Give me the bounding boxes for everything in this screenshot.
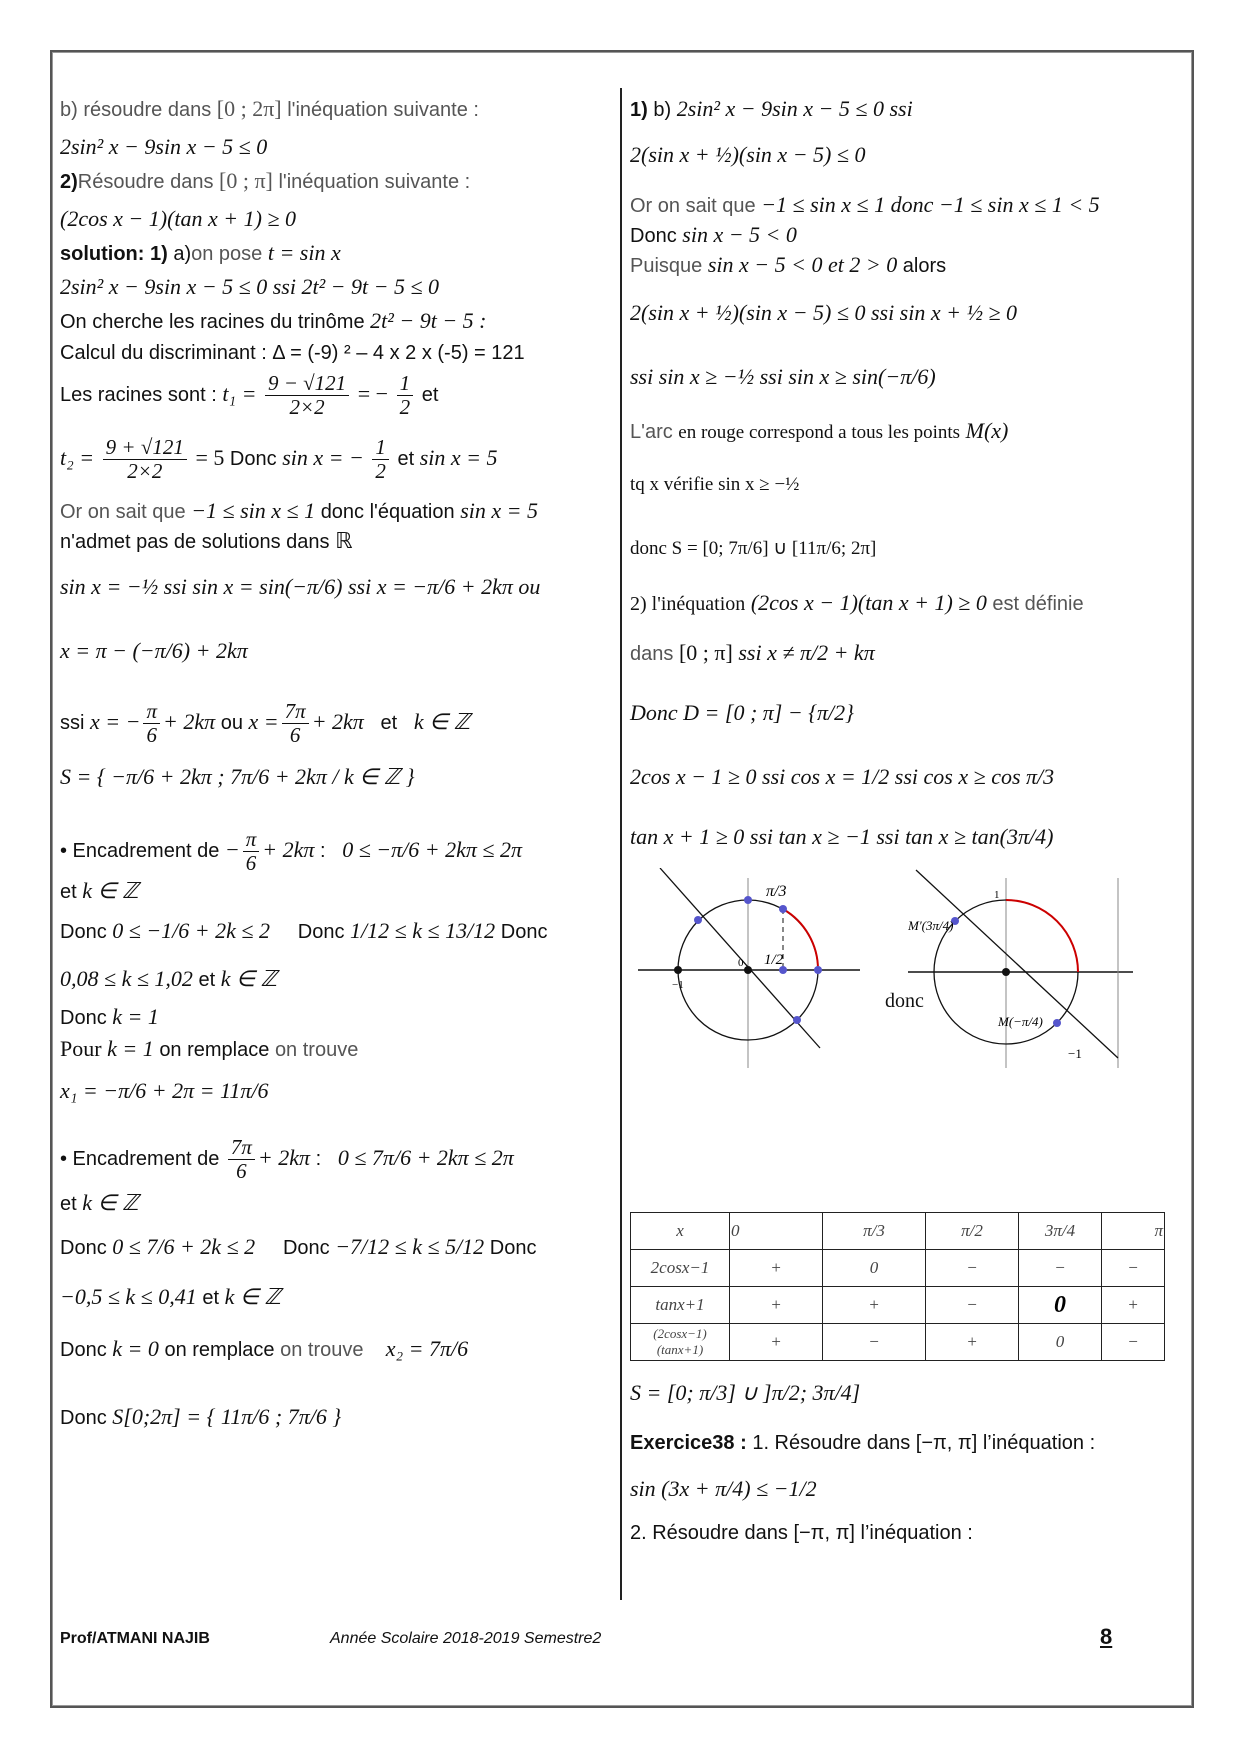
interval-0-pi: [0 ; π] <box>678 640 733 665</box>
r-puisque <box>630 252 946 279</box>
sign-cell: − <box>823 1324 926 1361</box>
sol-line-1: sin x = −½ ssi sin x = sin(−π/6) ssi x = −π/6 + 2kπ ou <box>60 574 541 599</box>
solution-line <box>60 240 341 267</box>
ineq2: (2cos x − 1)(tan x + 1) ≥ 0 <box>60 206 297 231</box>
frac-one: 1 <box>372 436 389 460</box>
pt-M <box>1053 1019 1061 1027</box>
donc-word: Donc <box>229 447 277 470</box>
donc-word: Donc <box>282 1237 330 1259</box>
donc-k2b: −7/12 ≤ k ≤ 5/12 <box>335 1234 485 1259</box>
pt-pi3 <box>779 905 787 913</box>
on-trouve: on trouve <box>280 1339 364 1361</box>
sol-line-2: x = π − (−π/6) + 2kπ <box>60 638 248 663</box>
et-word: et <box>380 711 398 734</box>
encadrement-1: • Encadrement de − $\frac{\pi}{6}$ + 2kπ : 0 ≤ −π/6 + 2kπ ≤ 2π <box>60 827 522 875</box>
ssi-line: 2sin² x − 9sin x − 5 ≤ 0 ssi 2t² − 9t − 5 ≤ 0 <box>60 274 440 299</box>
r-neg: sin x − 5 < 0 <box>682 222 797 247</box>
7pi6-fraction: $\frac{7\pi}{6}$ <box>228 1136 255 1183</box>
enc1-expr: 0 ≤ −π/6 + 2kπ ≤ 2π <box>342 836 522 862</box>
et-word: et <box>421 383 439 406</box>
sign-row-label: 2cosx−1 <box>631 1250 730 1287</box>
k-eq-1: k = 1 <box>112 1004 159 1029</box>
pi6-fraction: $\frac{\pi}{6}$ <box>143 700 160 747</box>
r-donc-S: donc S = [0; 7π/6] ∪ [11π/6; 2π] <box>630 538 877 559</box>
sign-cell: + <box>730 1287 823 1324</box>
enc1-label: • Encadrement de <box>60 839 220 862</box>
S-final: S[0;2π] = { 11π/6 ; 7π/6 } <box>112 1404 342 1429</box>
sol-line-3: ssi x = − $\frac{\pi}{6}$ + 2kπ ou x = $\frac{7\pi}{6}$ + 2kπ et k ∈ ℤ <box>60 699 471 747</box>
left-q1b-line <box>60 96 479 123</box>
k-in-Z: k ∈ ℤ <box>82 1190 139 1215</box>
exercice-label: Exercice38 : <box>630 1432 747 1454</box>
donc-word: Donc <box>60 921 107 943</box>
exercice-text: 1. Résoudre dans [−π, π] l’inéquation : <box>746 1432 1096 1454</box>
sign-header-x: x <box>631 1213 730 1250</box>
approx2-line <box>60 1284 281 1311</box>
sign-table-header <box>631 1213 1165 1250</box>
frac-two: 2 <box>375 459 386 483</box>
def-cond: ssi x ≠ π/2 + kπ <box>738 640 875 665</box>
q1b-tail: l'inéquation suivante : <box>287 99 479 121</box>
solution-a: a) <box>167 243 192 265</box>
eq-5: = 5 <box>195 444 225 470</box>
enc2-expr: 0 ≤ 7π/6 + 2kπ ≤ 2π <box>337 1144 514 1170</box>
ineq1: 2sin² x − 9sin x − 5 ≤ 0 <box>60 134 268 159</box>
k-in-Z: k ∈ ℤ <box>220 966 278 991</box>
r-or-sait-text: Or on sait que <box>630 195 756 217</box>
minus-half-fraction <box>397 372 414 419</box>
frac-one: 1 <box>397 372 414 396</box>
unit-circle-1 <box>630 868 870 1078</box>
alors-word: alors <box>902 255 947 277</box>
r-factor2: 2(sin x + ½)(sin x − 5) ≤ 0 ssi sin x + ½ ≥ 0 <box>630 300 1018 325</box>
half-fraction <box>372 436 389 483</box>
sign-header-pi: π <box>1102 1213 1165 1250</box>
sign-header-3pi4: 3π/4 <box>1019 1213 1102 1250</box>
donc-k2a: 0 ≤ 7/6 + 2k ≤ 2 <box>112 1234 256 1259</box>
t1-fraction <box>265 372 349 419</box>
sin-bounds: −1 ≤ sin x ≤ 1 <box>191 498 316 523</box>
r-b-ineq: 2sin² x − 9sin x − 5 ≤ 0 ssi <box>676 96 913 121</box>
S-final-line <box>60 1404 341 1431</box>
or-sait-line <box>60 498 538 525</box>
sign-row-product <box>631 1324 1165 1361</box>
footer-year: Année Scolaire 2018-2019 Semestre2 <box>330 1630 602 1647</box>
exercice-line <box>630 1430 1095 1456</box>
solution-label: solution: 1) <box>60 243 168 265</box>
pt-3pi4 <box>694 916 702 924</box>
sin-eq-5: sin x = 5 <box>460 498 538 523</box>
label-minus1: −1 <box>1068 1046 1082 1061</box>
r-D: Donc D = [0 ; π] − {π/2} <box>630 700 854 725</box>
k-in-Z: k ∈ ℤ <box>413 708 471 734</box>
dans-word: dans <box>630 643 674 665</box>
donc-k1a: 0 ≤ −1/6 + 2k ≤ 2 <box>112 918 270 943</box>
donc-k1-line <box>60 918 547 945</box>
et-word: et <box>202 1287 220 1309</box>
r-p2-line <box>630 590 1084 617</box>
k-eq-1: k = 1 <box>107 1036 154 1061</box>
label-Mprime: M′(3π/4) <box>908 918 954 933</box>
r-ssi-line: ssi sin x ≥ −½ ssi sin x ≥ sin(−π/6) <box>630 364 936 389</box>
sign-cell: + <box>730 1324 823 1361</box>
sign-row-label: tanx+1 <box>631 1287 730 1324</box>
puisque-word: Puisque <box>630 255 703 277</box>
sign-cell: − <box>1102 1324 1165 1361</box>
et-word: et <box>60 1193 77 1215</box>
donc-word: Donc <box>500 921 548 943</box>
or-sait: Or on sait que <box>60 501 186 523</box>
sign-row-tan <box>631 1287 1165 1324</box>
q1b-intro: b) résoudre dans <box>60 99 212 121</box>
r-or-sait <box>630 192 1100 219</box>
sign-cell: 0 <box>1019 1324 1102 1361</box>
r-b-sub: b) <box>647 99 672 121</box>
puisque-expr: sin x − 5 < 0 et 2 > 0 <box>707 252 898 277</box>
label-pi3: π/3 <box>766 883 787 900</box>
label-zero: 0 <box>738 957 744 969</box>
pt-origin <box>744 966 752 974</box>
approx2: −0,5 ≤ k ≤ 0,41 <box>60 1284 197 1309</box>
pt-minus1 <box>674 966 682 974</box>
et-k-1 <box>60 878 139 905</box>
sign-cell: + <box>926 1324 1019 1361</box>
approx1-line <box>60 966 277 993</box>
t1-num: 9 − √121 <box>265 372 349 396</box>
sign-cell: 0 <box>823 1250 926 1287</box>
sign-cell: − <box>1019 1250 1102 1287</box>
pour-word: Pour <box>60 1036 102 1061</box>
interval-0-pi: [0 ; π] <box>219 168 273 193</box>
pi6-fraction: $\frac{\pi}{6}$ <box>243 828 260 875</box>
r-b-line <box>630 96 913 123</box>
donc-word: Donc <box>489 1237 537 1259</box>
r-donc-neg <box>630 222 797 249</box>
sign-cell: + <box>730 1250 823 1287</box>
q2-tail: l'inéquation suivante : <box>278 171 471 193</box>
sin-eq-5: sin x = 5 <box>419 444 498 470</box>
donc-word: Donc <box>630 225 677 247</box>
pt-top <box>744 896 752 904</box>
left-q2-line <box>60 168 470 195</box>
sign-cell: − <box>1102 1250 1165 1287</box>
page-number: 8 <box>1100 1624 1113 1649</box>
donc-k2-line <box>60 1234 536 1261</box>
roots-t1-line <box>60 372 438 432</box>
x2-line: x₂ = 7π/6 <box>385 1336 469 1361</box>
pt-minus-pi4 <box>793 1016 801 1024</box>
pt-zero <box>814 966 822 974</box>
unit-circle-2 <box>908 868 1138 1078</box>
sign-value: + <box>868 1295 880 1314</box>
sign-cell: 0 <box>1019 1287 1102 1324</box>
donc-k1b: 1/12 ≤ k ≤ 13/12 <box>350 918 496 943</box>
enc2-label: • Encadrement de <box>60 1147 220 1170</box>
exercice-ineq: sin (3x + π/4) ≤ −1/2 <box>630 1476 817 1501</box>
t2-num: 9 + √121 <box>103 436 187 460</box>
red-arc <box>1006 900 1078 972</box>
t-def: t = sin x <box>267 240 341 265</box>
on-remplace: on remplace <box>159 1039 270 1061</box>
label-M: M(−π/4) <box>998 1014 1043 1029</box>
k-in-Z: k ∈ ℤ <box>82 878 139 903</box>
frac-two: 2 <box>399 395 411 419</box>
k-eq-0: k = 0 <box>112 1336 159 1361</box>
arc-text: L'arc <box>630 421 673 443</box>
red-arc <box>783 909 818 970</box>
et-k-2 <box>60 1190 139 1217</box>
r-bounds: −1 ≤ sin x ≤ 1 donc −1 ≤ sin x ≤ 1 < 5 <box>761 192 1100 217</box>
donc-equation: donc l'équation <box>320 501 455 523</box>
ou-word: ou <box>220 711 243 734</box>
p2-label: 2) l'inéquation <box>630 593 746 615</box>
t1-den: 2×2 <box>289 395 325 419</box>
sign-table <box>630 1212 1165 1361</box>
discriminant-line: Calcul du discriminant : Δ = (-9) ² – 4 x 2 x (-5) = 121 <box>60 342 525 364</box>
sign-cell: + <box>1102 1287 1165 1324</box>
tangent-line <box>916 870 1118 1058</box>
pour-line <box>60 1036 358 1063</box>
sign-cell: − <box>926 1250 1019 1287</box>
racines-line <box>60 308 487 335</box>
ssi-word: ssi <box>60 711 85 734</box>
sign-header-0: 0 <box>730 1213 823 1250</box>
sign-row-label: (2cosx−1)(tanx+1) <box>631 1324 730 1361</box>
donc-word: Donc <box>60 1407 107 1429</box>
S-set: S = { −π/6 + 2kπ ; 7π/6 + 2kπ / k ∈ ℤ } <box>60 764 415 789</box>
t1-label: t₁ = <box>222 380 257 406</box>
t2-fraction <box>103 436 187 483</box>
approx1: 0,08 ≤ k ≤ 1,02 <box>60 966 193 991</box>
sign-header-pi2: π/2 <box>926 1213 1019 1250</box>
reals-symbol: ℝ <box>335 528 353 553</box>
p2-tail: est définie <box>992 593 1084 615</box>
r-S-final: S = [0; π/3] ∪ ]π/2; 3π/4] <box>630 1380 861 1405</box>
footer-author: Prof/ATMANI NAJIB <box>60 1630 210 1647</box>
donc-k0-line <box>60 1336 468 1363</box>
exercice-2: 2. Résoudre dans [−π, π] l’inéquation : <box>630 1522 973 1544</box>
r-tan-line: tan x + 1 ≥ 0 ssi tan x ≥ −1 ssi tan x ≥ tan(3π/4) <box>630 824 1054 849</box>
et-word: et <box>60 881 77 903</box>
label-half: 1/2 <box>764 952 784 968</box>
k-in-Z: k ∈ ℤ <box>224 1284 281 1309</box>
et-word: et <box>397 447 415 470</box>
eq-minus: = − <box>357 380 389 406</box>
donc-circle: donc <box>885 990 924 1012</box>
donc-word: Donc <box>60 1007 107 1029</box>
column-divider <box>620 88 622 1600</box>
racines-sont: Les racines sont : <box>60 383 217 406</box>
donc-word: Donc <box>60 1339 107 1361</box>
r-arc-line <box>630 418 1008 446</box>
q2-num: 2) <box>60 171 78 193</box>
donc-word: Donc <box>60 1237 107 1259</box>
donc-k1-eq <box>60 1004 159 1031</box>
label-minus1: −1 <box>672 979 684 991</box>
M-x: M(x) <box>965 418 1009 443</box>
t2-den: 2×2 <box>127 459 163 483</box>
r-tq: tq x vérifie sin x ≥ −½ <box>630 474 800 495</box>
r-factor: 2(sin x + ½)(sin x − 5) ≤ 0 <box>630 142 866 167</box>
t2-label: t₂ = <box>60 444 95 470</box>
on-pose: on pose <box>191 243 263 265</box>
pt-origin <box>1002 968 1010 976</box>
sign-cell: − <box>926 1287 1019 1324</box>
sin-eq-minus: sin x = − <box>282 444 364 470</box>
r-cos-line: 2cos x − 1 ≥ 0 ssi cos x = 1/2 ssi cos x ≥ cos π/3 <box>630 764 1055 789</box>
on-remplace: on remplace <box>164 1339 275 1361</box>
label-one: 1 <box>994 889 1000 901</box>
r-dans-line <box>630 640 875 667</box>
r-b-head: 1) <box>630 99 648 121</box>
roots-t2-line <box>60 436 498 496</box>
interval-0-2pi: [0 ; 2π] <box>216 96 282 121</box>
nadmet-line <box>60 528 353 555</box>
q2-text: Résoudre dans <box>77 171 214 193</box>
racines-text: On cherche les racines du trinôme <box>60 311 365 333</box>
donc-word: Donc <box>297 921 345 943</box>
encadrement-2: • Encadrement de $\frac{7\pi}{6}$ + 2kπ : 0 ≤ 7π/6 + 2kπ ≤ 2π <box>60 1135 514 1183</box>
et-word: et <box>198 969 216 991</box>
x1-line: x₁ = −π/6 + 2π = 11π/6 <box>60 1078 269 1103</box>
trinome: 2t² − 9t − 5 : <box>370 308 487 333</box>
p2-expr: (2cos x − 1)(tan x + 1) ≥ 0 <box>750 590 987 615</box>
sign-cell <box>823 1287 926 1324</box>
on-trouve: on trouve <box>274 1039 359 1061</box>
7pi6-fraction: $\frac{7\pi}{6}$ <box>282 700 309 747</box>
nadmet: n'admet pas de solutions dans <box>60 531 330 553</box>
arc-text-2: en rouge correspond a tous les points <box>678 422 961 443</box>
sign-row-cos <box>631 1250 1165 1287</box>
sign-header-pi3: π/3 <box>823 1213 926 1250</box>
